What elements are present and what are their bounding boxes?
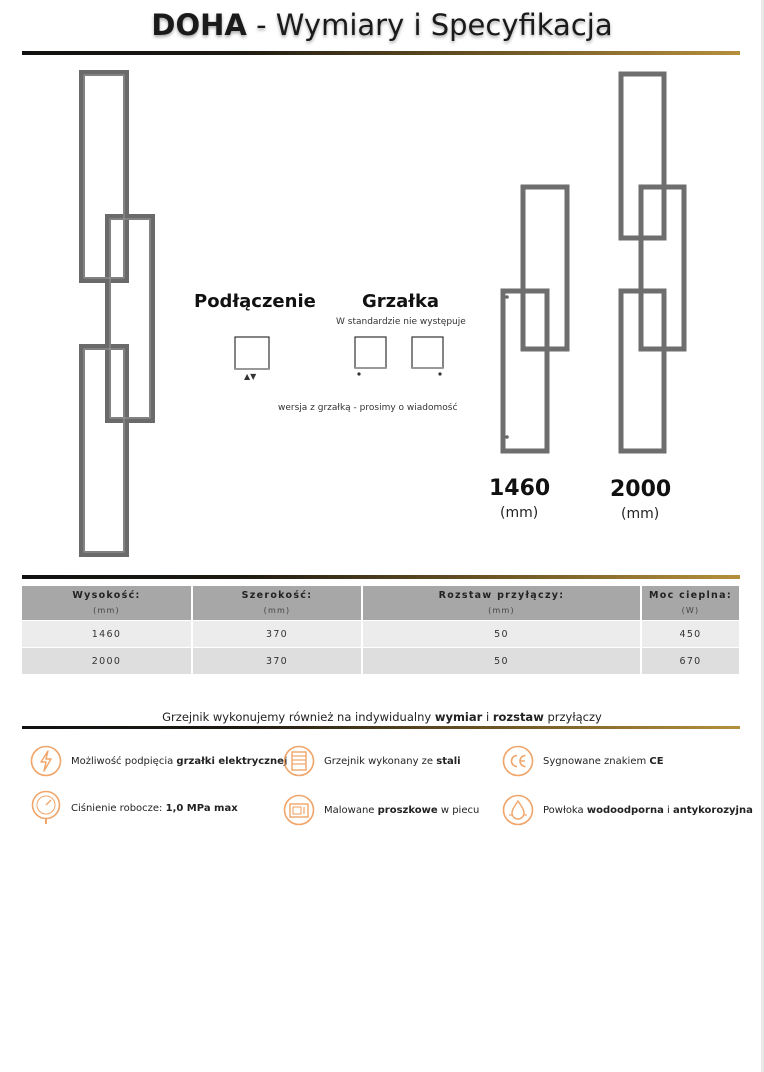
custom-size-note: Grzejnik wykonujemy również na indywidualny wymiar i rozstaw przyłączy <box>162 710 602 724</box>
heater-subtitle: W standardzie nie występuje <box>336 317 466 327</box>
header-width: Szerokość: (mm) <box>192 586 362 621</box>
feature-waterproof: Powłoka wodoodporna i antykorozyjna <box>502 793 753 827</box>
radiator-2000-drawing <box>621 74 684 451</box>
cell-width: 370 <box>192 648 362 675</box>
cell-power: 670 <box>641 648 740 675</box>
radiator-icon <box>283 745 315 777</box>
heater-note: wersja z grzałką - prosimy o wiadomość <box>278 403 458 413</box>
heater-right-diagram-box <box>412 337 443 368</box>
feature-heater-option: Możliwość podpięcia grzałki elektrycznej <box>30 744 287 778</box>
header-power: Moc cieplna: (W) <box>641 586 740 621</box>
cell-width: 370 <box>192 621 362 648</box>
water-drop-icon <box>502 794 534 826</box>
size-2000-value: 2000 <box>610 477 672 502</box>
page-subtitle: - Wymiary i Specyfikacja <box>256 8 613 42</box>
cell-spacing: 50 <box>362 621 641 648</box>
heater-title: Grzałka <box>362 291 440 312</box>
radiator-large-drawing <box>82 73 152 554</box>
connection-title: Podłączenie <box>194 291 316 312</box>
specification-table <box>22 586 741 674</box>
model-name: DOHA <box>151 8 247 42</box>
size-2000-unit: (mm) <box>621 506 660 522</box>
pressure-gauge-icon <box>30 790 62 826</box>
table-divider <box>22 575 740 579</box>
size-1460-value: 1460 <box>489 476 551 501</box>
ce-mark-icon <box>502 745 534 777</box>
radiator-1460-drawing <box>503 187 567 451</box>
connection-diagram-box <box>235 337 269 369</box>
table-row <box>22 621 740 648</box>
lightning-bolt-icon <box>30 745 62 777</box>
feature-ce: Sygnowane znakiem CE <box>502 744 664 778</box>
size-1460-unit: (mm) <box>500 505 539 521</box>
connection-symbol: ▲▼ <box>244 372 257 381</box>
feature-steel: Grzejnik wykonany ze stali <box>283 744 461 778</box>
cell-height: 1460 <box>22 621 192 648</box>
cell-height: 2000 <box>22 648 192 675</box>
cell-spacing: 50 <box>362 648 641 675</box>
heater-left-diagram-box <box>355 337 386 368</box>
table-header-row <box>22 586 740 621</box>
paint-oven-icon <box>283 794 315 826</box>
header-spacing: Rozstaw przyłączy: (mm) <box>362 586 641 621</box>
feature-pressure: Ciśnienie robocze: 1,0 MPa max <box>30 791 238 825</box>
header-height: Wysokość: (mm) <box>22 586 192 621</box>
table-row <box>22 648 740 675</box>
feature-powder-coating: Malowane proszkowe w piecu <box>283 793 479 827</box>
features-divider <box>22 726 740 729</box>
cell-power: 450 <box>641 621 740 648</box>
